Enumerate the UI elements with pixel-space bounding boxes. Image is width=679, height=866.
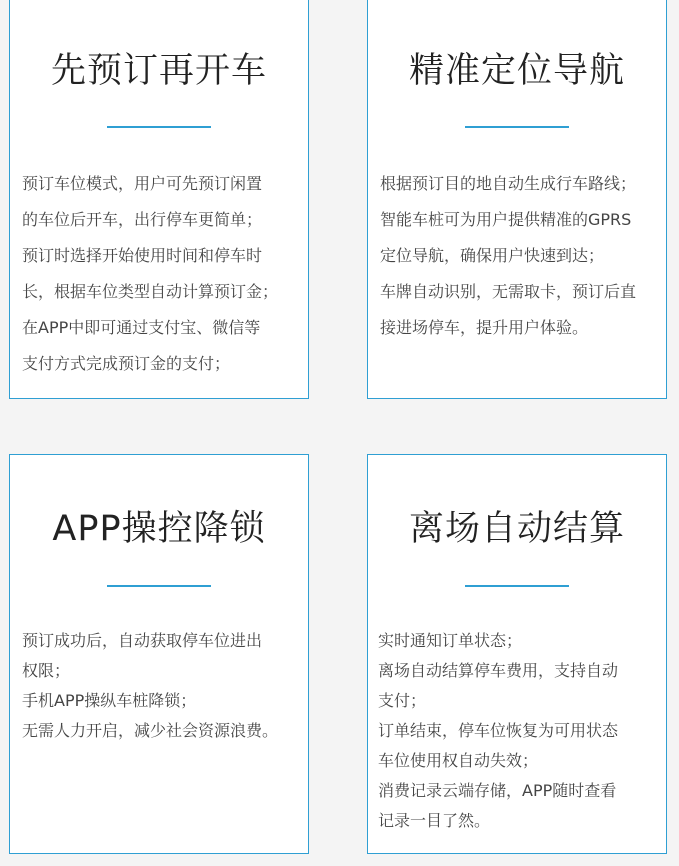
title-divider [465, 126, 569, 128]
feature-card-auto-settlement [367, 454, 667, 854]
description-line: 权限； [22, 661, 71, 680]
card-title: 先预订再开车 [50, 51, 267, 91]
description-line: 车牌自动识别，无需取卡，预订后直 [380, 282, 637, 301]
description-line: 订单结束，停车位恢复为可用状态 [378, 721, 619, 740]
description-line: 在APP中即可通过支付宝、微信等 [22, 318, 261, 337]
feature-card-app-lock [9, 454, 309, 854]
description-line: 实时通知订单状态； [378, 631, 523, 650]
card-description [378, 626, 660, 836]
description-line: 智能车桩可为用户提供精准的GPRS [380, 210, 632, 229]
description-line: 离场自动结算停车费用，支持自动 [378, 661, 619, 680]
description-line: 手机APP操纵车桩降锁； [22, 691, 197, 710]
title-divider [465, 585, 569, 587]
title-divider [107, 585, 211, 587]
card-description [22, 626, 302, 746]
card-description [22, 166, 302, 382]
description-line: 预订成功后，自动获取停车位进出 [22, 631, 263, 650]
description-line: 长，根据车位类型自动计算预订金； [22, 282, 279, 301]
feature-card-reserve [9, 0, 309, 399]
card-description [380, 166, 660, 346]
description-line: 预订车位模式，用户可先预订闲置 [22, 174, 263, 193]
description-line: 接进场停车，提升用户体验。 [380, 318, 589, 337]
title-divider [107, 126, 211, 128]
description-line: 定位导航，确保用户快速到达； [380, 246, 605, 265]
description-line: 无需人力开启，减少社会资源浪费。 [22, 721, 279, 740]
description-line: 消费记录云端存储，APP随时查看 [378, 781, 617, 800]
card-title: 离场自动结算 [408, 509, 625, 549]
description-line: 记录一目了然。 [378, 811, 491, 830]
description-line: 的车位后开车，出行停车更简单； [22, 210, 263, 229]
description-line: 根据预订目的地自动生成行车路线； [380, 174, 637, 193]
card-title: 精准定位导航 [408, 51, 625, 91]
feature-card-navigation [367, 0, 667, 399]
card-title: APP操控降锁 [52, 509, 266, 549]
description-line: 车位使用权自动失效； [378, 751, 539, 770]
description-line: 预订时选择开始使用时间和停车时 [22, 246, 263, 265]
description-line: 支付方式完成预订金的支付； [22, 354, 231, 373]
description-line: 支付； [378, 691, 427, 710]
